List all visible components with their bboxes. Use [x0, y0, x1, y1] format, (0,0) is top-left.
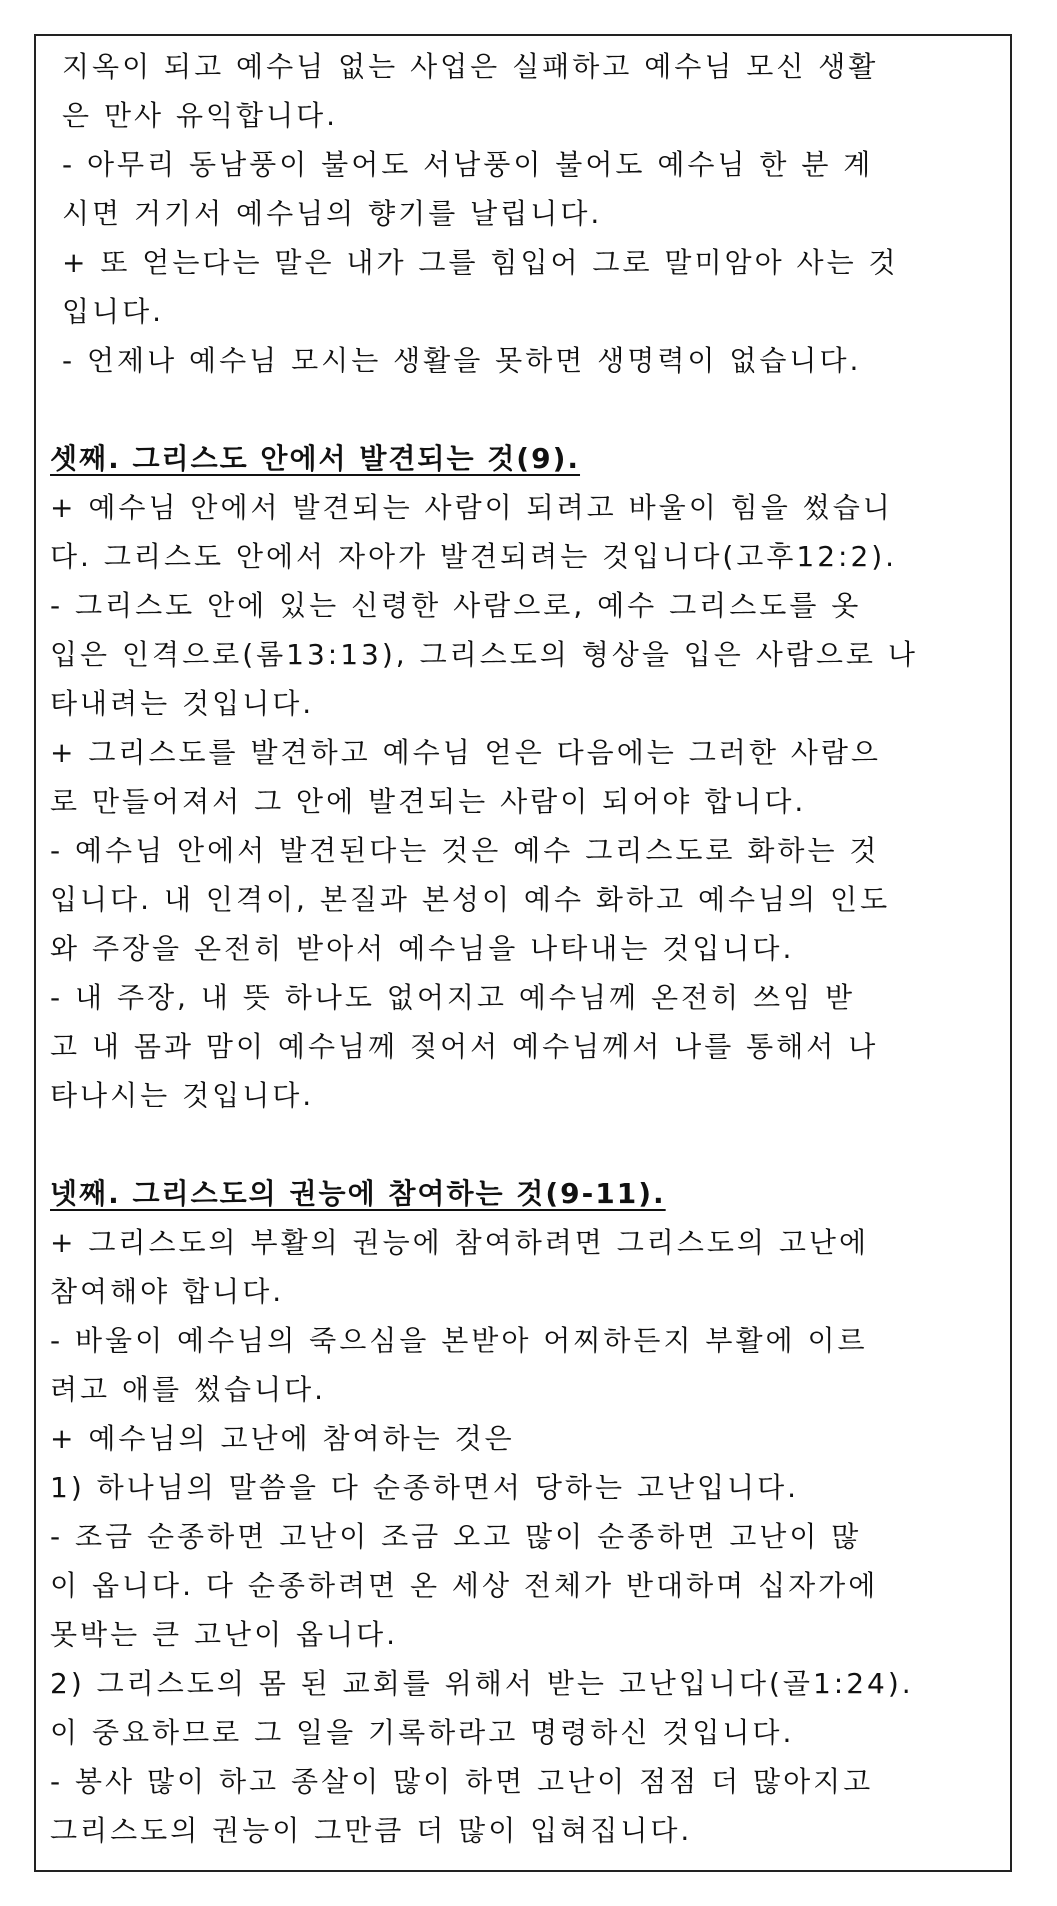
text-line: + 예수님 안에서 발견되는 사람이 되려고 바울이 힘을 썼습니: [50, 491, 893, 524]
paragraph-gap: [50, 385, 990, 434]
text-line: 타나시는 것입니다.: [50, 1079, 315, 1112]
section-heading: [50, 434, 990, 483]
text-line: 못박는 큰 고난이 옵니다.: [50, 1618, 399, 1651]
text-line: 입니다. 내 인격이, 본질과 본성이 예수 화하고 예수님의 인도: [50, 883, 891, 916]
text-line: - 봉사 많이 하고 종살이 많이 하면 고난이 점점 더 많아지고: [50, 1765, 874, 1798]
section-heading-text: 셋째. 그리스도 안에서 발견되는 것(9).: [50, 442, 581, 475]
document-body: [50, 42, 990, 1855]
text-line: 은 만사 유익합니다.: [62, 99, 339, 132]
text-line: + 예수님의 고난에 참여하는 것은: [50, 1422, 515, 1455]
text-line: + 그리스도의 부활의 권능에 참여하려면 그리스도의 고난에: [50, 1226, 870, 1259]
text-line: 다. 그리스도 안에서 자아가 발견되려는 것입니다(고후12:2).: [50, 540, 898, 573]
text-line: 지옥이 되고 예수님 없는 사업은 실패하고 예수님 모신 생활: [62, 50, 879, 83]
text-line: - 내 주장, 내 뜻 하나도 없어지고 예수님께 온전히 쓰임 받: [50, 981, 856, 1014]
text-line: 고 내 몸과 맘이 예수님께 젖어서 예수님께서 나를 통해서 나: [50, 1030, 879, 1063]
paragraph-gap: [50, 1120, 990, 1169]
text-line: - 아무리 동남풍이 불어도 서남풍이 불어도 예수님 한 분 계: [62, 148, 874, 181]
text-line: - 그리스도 안에 있는 신령한 사람으로, 예수 그리스도를 옷: [50, 589, 862, 622]
text-line: 로 만들어져서 그 안에 발견되는 사람이 되어야 합니다.: [50, 785, 807, 818]
section-heading: [50, 1169, 990, 1218]
text-line: 그리스도의 권능이 그만큼 더 많이 입혀집니다.: [50, 1814, 693, 1847]
text-line: - 바울이 예수님의 죽으심을 본받아 어찌하든지 부활에 이르: [50, 1324, 868, 1357]
text-line: 참여해야 합니다.: [50, 1275, 285, 1308]
text-line: 입은 인격으로(롬13:13), 그리스도의 형상을 입은 사람으로 나: [50, 638, 918, 671]
text-line: 입니다.: [62, 295, 165, 328]
text-line: 이 중요하므로 그 일을 기록하라고 명령하신 것입니다.: [50, 1716, 795, 1749]
text-line: - 예수님 안에서 발견된다는 것은 예수 그리스도로 화하는 것: [50, 834, 880, 867]
text-line: - 조금 순종하면 고난이 조금 오고 많이 순종하면 고난이 많: [50, 1520, 862, 1553]
text-line: 와 주장을 온전히 받아서 예수님을 나타내는 것입니다.: [50, 932, 795, 965]
text-line: 려고 애를 썼습니다.: [50, 1373, 327, 1406]
text-line: 시면 거기서 예수님의 향기를 날립니다.: [62, 197, 603, 230]
text-line: 1) 하나님의 말씀을 다 순종하면서 당하는 고난입니다.: [50, 1471, 800, 1504]
text-line: - 언제나 예수님 모시는 생활을 못하면 생명력이 없습니다.: [62, 344, 862, 377]
section-heading-text: 넷째. 그리스도의 권능에 참여하는 것(9-11).: [50, 1177, 666, 1210]
text-line: 타내려는 것입니다.: [50, 687, 315, 720]
text-line: + 또 얻는다는 말은 내가 그를 힘입어 그로 말미암아 사는 것: [62, 246, 899, 279]
text-line: + 그리스도를 발견하고 예수님 얻은 다음에는 그러한 사람으: [50, 736, 881, 769]
text-line: 2) 그리스도의 몸 된 교회를 위해서 받는 고난입니다(골1:24).: [50, 1667, 914, 1700]
text-line: 이 옵니다. 다 순종하려면 온 세상 전체가 반대하며 십자가에: [50, 1569, 879, 1602]
